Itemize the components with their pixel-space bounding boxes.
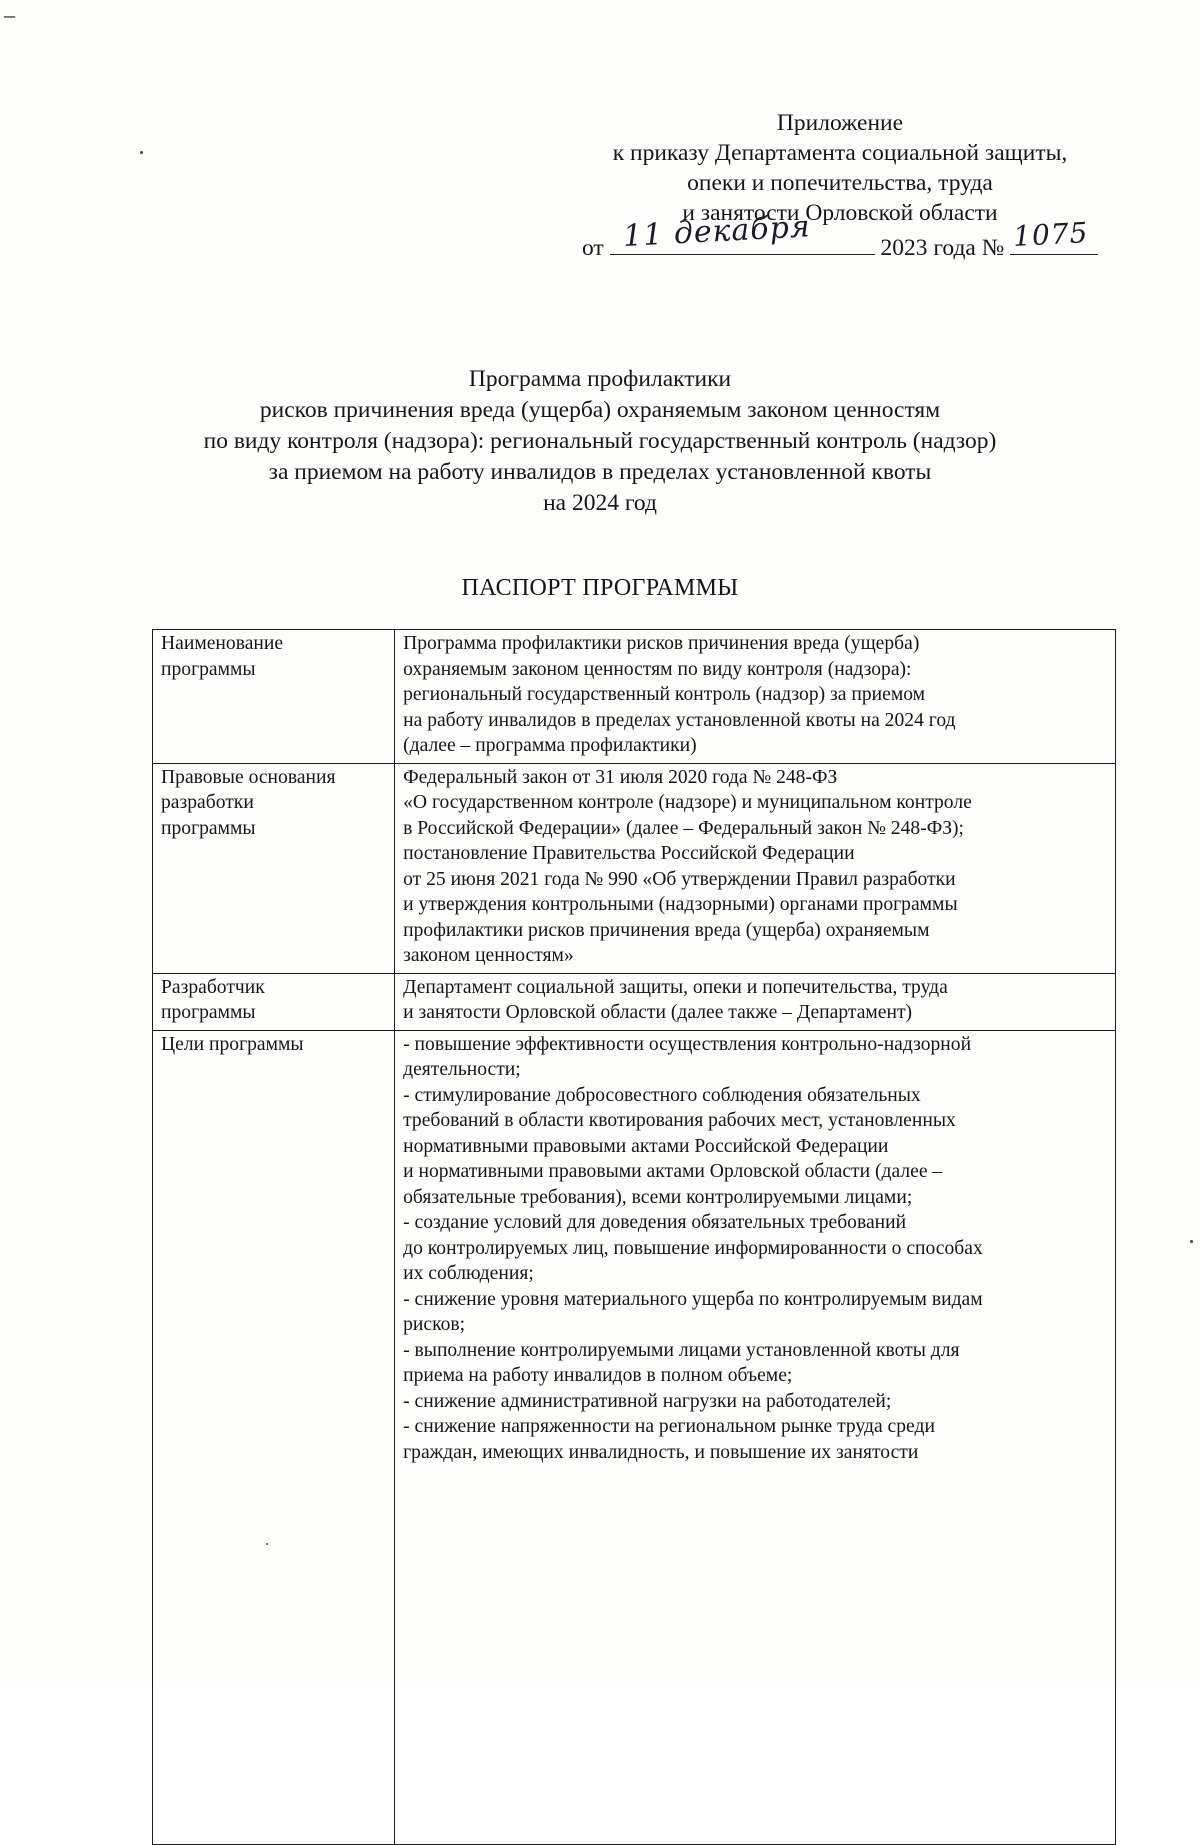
value-line: деятельности;: [403, 1059, 521, 1080]
program-title: [140, 364, 1060, 519]
value-line: законом ценностям»: [403, 945, 574, 966]
value-line: - создание условий для доведения обязательных требований: [403, 1212, 907, 1233]
value-line: - снижение административной нагрузки на работодателей;: [403, 1390, 892, 1412]
value-line: рисков;: [403, 1314, 466, 1335]
handwritten-number: 1075: [1012, 216, 1090, 253]
row-label-cell: [153, 1030, 395, 1844]
year-text: 2023 года №: [880, 235, 1005, 261]
row-value-cell: [395, 630, 1116, 764]
label-line: программы: [161, 658, 256, 680]
value-line: (далее – программа профилактики): [403, 735, 697, 756]
appendix-line: Приложение: [776, 110, 904, 136]
value-line: и нормативными правовыми актами Орловской области (далее –: [403, 1161, 943, 1182]
value-line: региональный государственный контроль (надзор) за приемом: [403, 684, 926, 705]
value-line: в Российской Федерации» (далее – Федеральный закон № 248-ФЗ);: [403, 817, 964, 839]
title-line: рисков причинения вреда (ущерба) охраняемым законом ценностям: [259, 397, 941, 423]
row-value-cell: [395, 763, 1116, 973]
title-line: на 2024 год: [543, 490, 657, 516]
value-line: нормативными правовыми актами Российской Федерации: [403, 1135, 889, 1157]
row-value-cell: [395, 973, 1116, 1030]
value-line: приема на работу инвалидов в полном объеме;: [403, 1365, 793, 1386]
label-line: Наименование: [161, 633, 284, 654]
table-row: [153, 630, 1116, 764]
value-line: требований в области квотирования рабочих мест, установленных: [403, 1110, 956, 1131]
row-label-cell: [153, 630, 395, 764]
label-line: Правовые основания: [161, 766, 336, 788]
value-line: и занятости Орловской области (далее также – Департамент): [403, 1002, 913, 1023]
value-line: охраняемым законом ценностям по виду контроля (надзора):: [403, 658, 912, 680]
value-line: - стимулирование добросовестного соблюдения обязательных: [403, 1084, 921, 1106]
scan-speck: [1190, 1240, 1193, 1243]
value-line: - снижение уровня материального ущерба по контролируемым видам: [403, 1288, 983, 1310]
value-line: на работу инвалидов в пределах установленной квоты на 2024 год: [403, 709, 956, 731]
value-line: граждан, имеющих инвалидность, и повышение их занятости: [403, 1441, 919, 1463]
label-line: программы: [161, 1002, 256, 1023]
passport-heading: ПАСПОРТ ПРОГРАММЫ: [461, 575, 739, 601]
title-line: за приемом на работу инвалидов в пределах установленной квоты: [268, 459, 932, 485]
title-line: по виду контроля (надзора): региональный государственный контроль (надзор): [203, 428, 997, 454]
value-line: «О государственном контроле (надзоре) и муниципальном контроле: [403, 792, 972, 813]
label-line: разработки: [161, 792, 254, 813]
date-blank: [610, 209, 875, 255]
appendix-block: [560, 108, 1120, 263]
value-line: от 25 июня 2021 года № 990 «Об утверждении Правил разработки: [403, 868, 956, 890]
label-line: программы: [161, 817, 256, 839]
appendix-line: опеки и попечительства, труда: [687, 170, 993, 196]
label-line: Разработчик: [161, 976, 265, 998]
value-line: обязательные требования), всеми контролируемыми лицами;: [403, 1186, 913, 1208]
value-line: до контролируемых лиц, повышение информированности о способах: [403, 1237, 983, 1259]
value-line: профилактики рисков причинения вреда (ущерба) охраняемым: [403, 919, 930, 941]
value-line: их соблюдения;: [403, 1263, 534, 1284]
value-line: Федеральный закон от 31 июля 2020 года № 248-ФЗ: [403, 766, 838, 788]
row-label-cell: [153, 763, 395, 973]
value-line: и утверждения контрольными (надзорными) органами программы: [403, 894, 958, 915]
scan-speck: [140, 151, 143, 154]
value-line: - снижение напряженности на региональном рынке труда среди: [403, 1416, 935, 1437]
value-line: постановление Правительства Российской Федерации: [403, 843, 855, 864]
table-row: [153, 1030, 1116, 1844]
title-line: Программа профилактики: [468, 366, 732, 392]
scan-corner-mark: –: [4, 2, 15, 27]
label-line: Цели программы: [161, 1033, 304, 1055]
table-row: [153, 763, 1116, 973]
handwritten-date: 11 декабря: [621, 209, 812, 254]
table-row: [153, 973, 1116, 1030]
appendix-line: и занятости Орловской области: [682, 200, 998, 226]
date-prefix: от: [581, 235, 604, 261]
value-line: Программа профилактики рисков причинения вреда (ущерба): [403, 633, 920, 654]
value-line: - выполнение контролируемыми лицами установленной квоты для: [403, 1339, 960, 1361]
appendix-line: к приказу Департамента социальной защиты,: [612, 140, 1068, 166]
passport-table: [152, 629, 1116, 1845]
row-label-cell: [153, 973, 395, 1030]
row-value-cell: [395, 1030, 1116, 1844]
number-blank: [1010, 216, 1098, 255]
value-line: - повышение эффективности осуществления контрольно-надзорной: [403, 1033, 972, 1055]
value-line: Департамент социальной защиты, опеки и попечительства, труда: [403, 976, 948, 998]
